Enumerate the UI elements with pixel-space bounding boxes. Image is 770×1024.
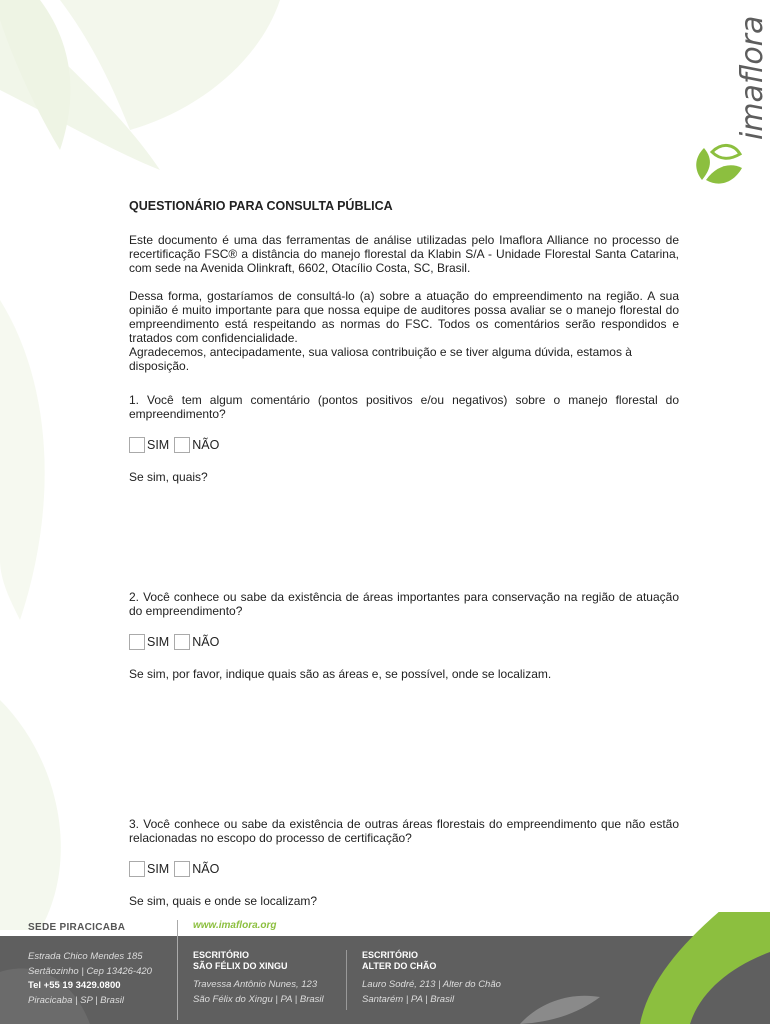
question-3 bbox=[129, 817, 679, 908]
question-2-followup: Se sim, por favor, indique quais são as áreas e, se possível, onde se localizam. bbox=[129, 667, 552, 681]
leaf-shape-left bbox=[0, 300, 45, 620]
footer-sede-title: SEDE PIRACICABA bbox=[28, 922, 126, 933]
question-3-followup: Se sim, quais e onde se localizam? bbox=[129, 894, 318, 908]
footer-office-2-title bbox=[362, 950, 436, 972]
question-3-no-option[interactable] bbox=[174, 861, 219, 877]
question-2-text: 2. Você conhece ou sabe da existência de áreas importantes para conservação na região de atuação do empreendimento? bbox=[129, 590, 679, 618]
no-label: NÃO bbox=[192, 635, 220, 649]
footer-sede-tel bbox=[28, 979, 152, 994]
question-1-yes-option[interactable] bbox=[129, 437, 169, 453]
checkbox-icon[interactable] bbox=[129, 861, 145, 877]
yes-label: SIM bbox=[147, 635, 170, 649]
question-3-options bbox=[129, 861, 679, 877]
office-1-line-1: Travessa Antônio Nunes, 123 bbox=[193, 979, 318, 990]
footer-sede-address bbox=[28, 950, 152, 1008]
office-1-line-2: São Félix do Xingu | PA | Brasil bbox=[193, 993, 324, 1005]
yes-label: SIM bbox=[147, 438, 170, 452]
question-1-options bbox=[129, 437, 679, 453]
intro-paragraph: Este documento é uma das ferramentas de análise utilizadas pelo Imaflora Alliance no processo de recertificação FSC® a distância do manejo florestal da Klabin S/A - Unidade Florestal Santa Catarina, com sede na Avenida Olinkraft, 6602, Otacílio Costa, SC, Brasil. bbox=[129, 233, 679, 275]
checkbox-icon[interactable] bbox=[174, 861, 190, 877]
question-1-followup: Se sim, quais? bbox=[129, 470, 208, 484]
footer-tel-text: Tel +55 19 3429.0800 bbox=[28, 980, 121, 991]
footer-website-link[interactable]: www.imaflora.org bbox=[193, 920, 277, 931]
question-2 bbox=[129, 590, 679, 681]
checkbox-icon[interactable] bbox=[129, 634, 145, 650]
no-label: NÃO bbox=[192, 438, 220, 452]
checkbox-icon[interactable] bbox=[129, 437, 145, 453]
office-2-line-1: Lauro Sodré, 213 | Alter do Chão bbox=[362, 979, 501, 990]
question-1 bbox=[129, 393, 679, 484]
document-body bbox=[129, 199, 679, 908]
footer-office-1-title bbox=[193, 950, 288, 972]
question-2-options bbox=[129, 634, 679, 650]
question-2-no-option[interactable] bbox=[174, 634, 219, 650]
no-label: NÃO bbox=[192, 862, 220, 876]
yes-label: SIM bbox=[147, 862, 170, 876]
question-3-yes-option[interactable] bbox=[129, 861, 169, 877]
office-2-title-line-1: ESCRITÓRIO bbox=[362, 950, 419, 960]
body-paragraph-1: Dessa forma, gostaríamos de consultá-lo (a) sobre a atuação do empreendimento na região. A sua opinião é muito importante para que nossa equipe de auditores possa avaliar se o manejo florestal do empreendimento está respeitando as normas do FSC. Todos os comentários serão respondidos e tratados com confidencialidade. bbox=[129, 289, 679, 345]
office-2-title-line-2: ALTER DO CHÃO bbox=[362, 961, 437, 971]
checkbox-icon[interactable] bbox=[174, 634, 190, 650]
office-1-title-line-2: SÃO FÉLIX DO XINGU bbox=[193, 961, 288, 971]
footer-office-2-address bbox=[362, 978, 501, 1007]
footer-sede-line-2: Sertãozinho | Cep 13426-420 bbox=[28, 965, 152, 977]
office-2-line-2: Santarém | PA | Brasil bbox=[362, 993, 455, 1005]
logo-wordmark: imaflora bbox=[735, 15, 770, 140]
question-3-text: 3. Você conhece ou sabe da existência de outras áreas florestais do empreendimento que não estão relacionadas no escopo do processo de certificação? bbox=[129, 817, 679, 845]
office-1-title-line-1: ESCRITÓRIO bbox=[193, 950, 250, 960]
footer-divider-2 bbox=[346, 950, 347, 1010]
footer-sede-line-1: Estrada Chico Mendes 185 bbox=[28, 951, 143, 962]
footer-sede-city: Piracicaba | SP | Brasil bbox=[28, 994, 124, 1006]
question-1-no-option[interactable] bbox=[174, 437, 219, 453]
footer-office-1-address bbox=[193, 978, 324, 1007]
body-paragraph-2: Agradecemos, antecipadamente, sua valiosa contribuição e se tiver alguma dúvida, estamos à disposição. bbox=[129, 345, 632, 373]
question-2-yes-option[interactable] bbox=[129, 634, 169, 650]
page-title: QUESTIONÁRIO PARA CONSULTA PÚBLICA bbox=[129, 199, 393, 213]
footer-divider bbox=[177, 920, 178, 1020]
page-footer bbox=[0, 912, 770, 1024]
question-1-text: 1. Você tem algum comentário (pontos positivos e/ou negativos) sobre o manejo florestal do empreendimento? bbox=[129, 393, 679, 421]
checkbox-icon[interactable] bbox=[174, 437, 190, 453]
leaf-shape-bottom-left bbox=[0, 700, 61, 930]
